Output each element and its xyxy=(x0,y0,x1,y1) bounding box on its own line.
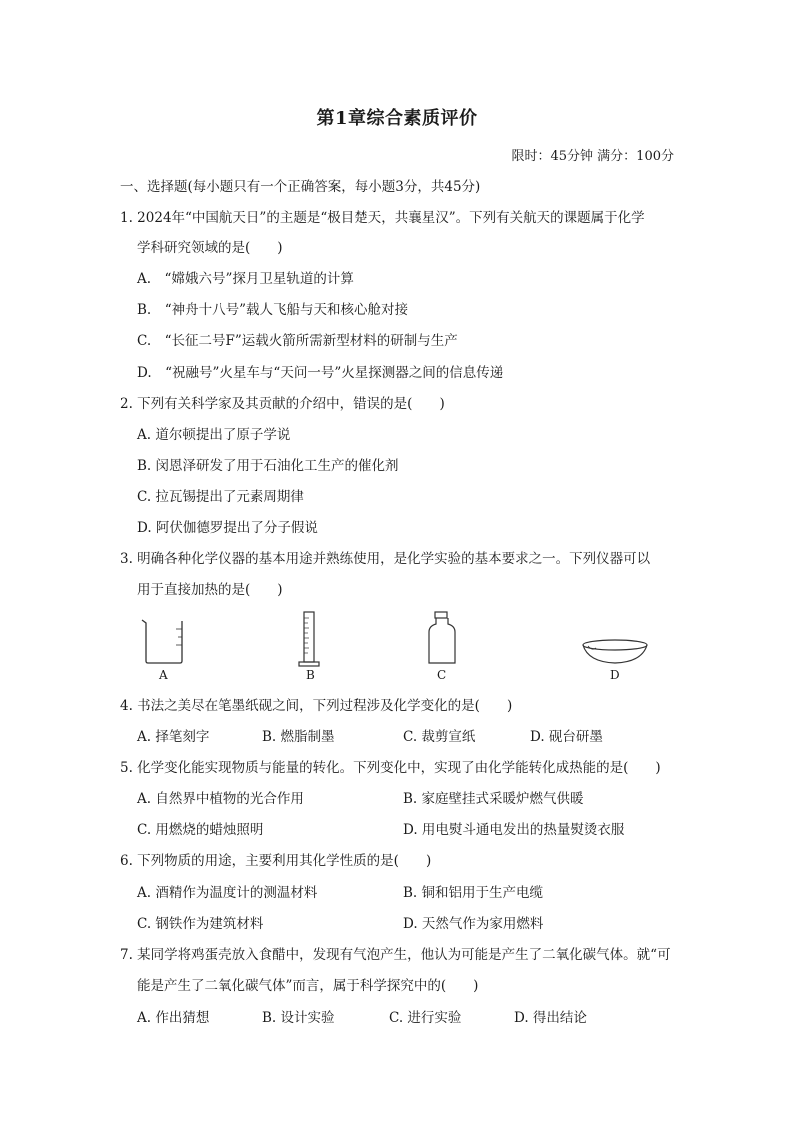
q2-option-c[interactable]: C. 拉瓦锡提出了元素周期律 xyxy=(137,489,304,505)
q7-option-d[interactable]: D. 得出结论 xyxy=(514,1010,587,1026)
q7-option-c[interactable]: C. 进行实验 xyxy=(389,1010,462,1026)
q1-stem-line2: 学科研究领域的是( ) xyxy=(137,240,283,256)
option-b-label: B xyxy=(306,668,315,682)
graduated-cylinder-icon[interactable] xyxy=(296,610,324,668)
section-heading: 一、选择题(每小题只有一个正确答案，每小题3分，共45分) xyxy=(120,179,481,195)
q6-option-a[interactable]: A. 酒精作为温度计的测温材料 xyxy=(137,885,318,901)
q4-option-b[interactable]: B. 燃脂制墨 xyxy=(262,729,335,745)
reagent-bottle-icon[interactable] xyxy=(424,610,460,668)
q6-option-d[interactable]: D. 天然气作为家用燃料 xyxy=(403,916,544,932)
q5-option-b[interactable]: B. 家庭壁挂式采暖炉燃气供暖 xyxy=(403,791,584,807)
q1-stem-line1: 1. 2024年“中国航天日”的主题是“极目楚天，共襄星汉”。下列有关航天的课题属于化学 xyxy=(120,210,645,226)
q5-stem: 5. 化学变化能实现物质与能量的转化。下列变化中，实现了由化学能转化成热能的是( ) xyxy=(120,760,661,776)
evaporating-dish-icon[interactable] xyxy=(580,636,650,668)
q1-option-c[interactable]: C. “长征二号F”运载火箭所需新型材料的研制与生产 xyxy=(137,333,458,349)
option-c-label: C xyxy=(437,668,447,682)
q2-option-d[interactable]: D. 阿伏伽德罗提出了分子假说 xyxy=(137,520,318,536)
q1-option-d[interactable]: D. “祝融号”火星车与“天问一号”火星探测器之间的信息传递 xyxy=(137,365,504,381)
q2-option-a[interactable]: A. 道尔顿提出了原子学说 xyxy=(137,427,291,443)
option-a-label: A xyxy=(159,668,168,682)
q5-option-c[interactable]: C. 用燃烧的蜡烛照明 xyxy=(137,822,264,838)
q3-stem-line1: 3. 明确各种化学仪器的基本用途并熟练使用，是化学实验的基本要求之一。下列仪器可以 xyxy=(120,551,651,567)
q3-stem-line2: 用于直接加热的是( ) xyxy=(137,582,283,598)
q4-option-d[interactable]: D. 砚台研墨 xyxy=(530,729,603,745)
page-title: 第1章综合素质评价 xyxy=(316,108,478,129)
q4-option-a[interactable]: A. 择笔刻字 xyxy=(137,729,210,745)
q6-option-c[interactable]: C. 钢铁作为建筑材料 xyxy=(137,916,264,932)
q6-stem: 6. 下列物质的用途，主要利用其化学性质的是( ) xyxy=(120,853,432,869)
q2-stem: 2. 下列有关科学家及其贡献的介绍中，错误的是( ) xyxy=(120,396,445,412)
q7-option-b[interactable]: B. 设计实验 xyxy=(262,1010,335,1026)
q7-option-a[interactable]: A. 作出猜想 xyxy=(137,1010,210,1026)
q4-stem: 4. 书法之美尽在笔墨纸砚之间，下列过程涉及化学变化的是( ) xyxy=(120,698,513,714)
q7-stem-line1: 7. 某同学将鸡蛋壳放入食醋中，发现有气泡产生，他认为可能是产生了二氧化碳气体。就“可 xyxy=(120,947,671,963)
option-d-label: D xyxy=(610,668,620,682)
q2-option-b[interactable]: B. 闵恩泽研发了用于石油化工生产的催化剂 xyxy=(137,458,399,474)
q1-option-b[interactable]: B. “神舟十八号”载人飞船与天和核心舱对接 xyxy=(137,302,409,318)
time-score-info: 限时：45分钟 满分：100分 xyxy=(511,149,674,164)
beaker-icon[interactable] xyxy=(136,615,188,667)
q7-stem-line2: 能是产生了二氧化碳气体”而言，属于科学探究中的( ) xyxy=(137,978,479,994)
q6-option-b[interactable]: B. 铜和铝用于生产电缆 xyxy=(403,885,544,901)
q4-option-c[interactable]: C. 裁剪宣纸 xyxy=(403,729,476,745)
q5-option-a[interactable]: A. 自然界中植物的光合作用 xyxy=(137,791,304,807)
q5-option-d[interactable]: D. 用电熨斗通电发出的热量熨烫衣服 xyxy=(403,822,625,838)
q1-option-a[interactable]: A. “嫦娥六号”探月卫星轨道的计算 xyxy=(137,271,354,287)
